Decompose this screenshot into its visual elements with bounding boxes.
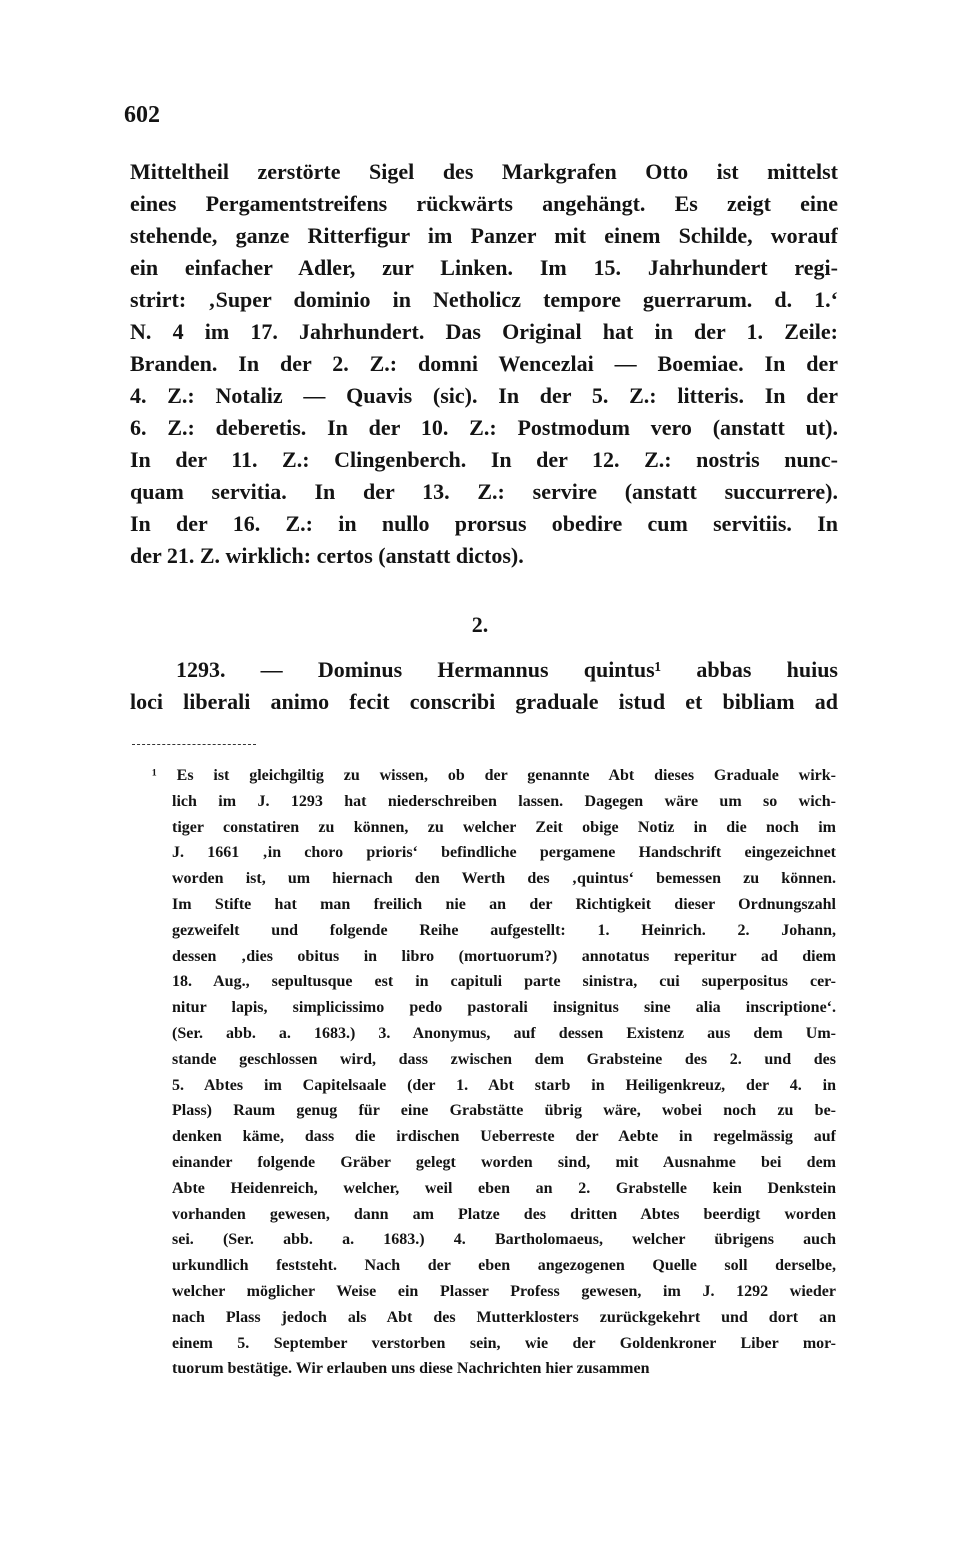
footnote-line: stande geschlossen wird, dass zwischen dem Grabsteine des 2. und des: [172, 1050, 836, 1068]
footnote-line: Abte Heidenreich, welcher, weil eben an 2. Grabstelle kein Denkstein: [172, 1179, 836, 1197]
body-line: stehende, ganze Ritterfigur im Panzer mit einem Schilde, worauf: [130, 223, 838, 248]
footnote-separator: [132, 744, 256, 745]
footnote-line: gezweifelt und folgende Reihe aufgestellt: 1. Heinrich. 2. Johann,: [172, 921, 836, 939]
footnote: [152, 763, 836, 1382]
body-line: Branden. In der 2. Z.: domni Wencezlai — Boemiae. In der: [130, 351, 838, 376]
body-line: Mitteltheil zerstörte Sigel des Markgrafen Otto ist mittelst: [130, 159, 838, 184]
footnote-line: tuorum bestätige. Wir erlauben uns diese Nachrichten hier zusammen: [172, 1360, 650, 1378]
footnote-line: dessen ‚dies obitus in libro (mortuorum?) annotatus reperitur ad diem: [172, 947, 836, 965]
footnote-line: J. 1661 ‚in choro prioris‘ befindliche pergamene Handschrift eingezeichnet: [172, 844, 836, 862]
body-line: eines Pergamentstreifens rückwärts angehängt. Es zeigt eine: [130, 191, 838, 216]
footnote-line: sei. (Ser. abb. a. 1683.) 4. Bartholomaeus, welcher übrigens auch: [172, 1231, 836, 1249]
footnote-line: welcher möglicher Weise ein Plasser Profess gewesen, im J. 1292 wieder: [172, 1282, 836, 1300]
body-line: der 21. Z. wirklich: certos (anstatt dictos).: [130, 543, 524, 568]
body-line: 6. Z.: deberetis. In der 10. Z.: Postmodum vero (anstatt ut).: [130, 415, 838, 440]
footnote-line: Im Stifte hat man freilich nie an der Richtigkeit dieser Ordnungszahl: [172, 895, 836, 913]
main-paragraph: [130, 156, 838, 572]
body-line: N. 4 im 17. Jahrhundert. Das Original hat in der 1. Zeile:: [130, 319, 838, 344]
body-line: ein einfacher Adler, zur Linken. Im 15. Jahrhundert regi-: [130, 255, 838, 280]
footnote-line: vorhanden gewesen, dann am Platze des dritten Abtes beerdigt worden: [172, 1205, 836, 1223]
footnote-line: nach Plass jedoch als Abt des Mutterklosters zurückgekehrt und dort an: [172, 1308, 836, 1326]
body-line: quam servitia. In der 13. Z.: servire (anstatt succurrere).: [130, 479, 838, 504]
footnote-line: (Ser. abb. a. 1683.) 3. Anonymus, auf dessen Existenz aus dem Um-: [172, 1024, 836, 1042]
footnote-line: worden ist, um hiernach den Werth des ‚quintus‘ bemessen zu können.: [172, 870, 836, 888]
section-number: 2.: [471, 612, 489, 637]
footnote-line: tiger constatiren zu können, zu welcher Zeit obige Notiz in die noch im: [172, 818, 836, 836]
entry-line: 1293. — Dominus Hermannus quintus¹ abbas huius: [176, 657, 838, 682]
footnote-line: urkundlich feststeht. Nach der eben angezogenen Quelle soll derselbe,: [172, 1257, 836, 1275]
entry-paragraph: [130, 654, 838, 718]
entry-line: loci liberali animo fecit conscribi graduale istud et bibliam ad: [130, 689, 838, 714]
footnote-line: 18. Aug., sepultusque est in capituli parte sinistra, cui superpositus cer-: [172, 973, 836, 991]
footnote-line: einander folgende Gräber gelegt worden sind, mit Ausnahme bei dem: [172, 1153, 836, 1171]
body-line: In der 16. Z.: in nullo prorsus obedire cum servitiis. In: [130, 511, 838, 536]
body-line: In der 11. Z.: Clingenberch. In der 12. Z.: nostris nunc-: [130, 447, 838, 472]
footnote-line: ¹ Es ist gleichgiltig zu wissen, ob der genannte Abt dieses Graduale wirk-: [152, 767, 836, 784]
footnote-line: Plass) Raum genug für eine Grabstätte übrig wäre, wobei noch zu be-: [172, 1102, 836, 1120]
footnote-line: einem 5. September verstorben sein, wie der Goldenkroner Liber mor-: [172, 1334, 836, 1352]
footnote-line: lich im J. 1293 hat niederschreiben lassen. Dagegen wäre um so wich-: [172, 792, 836, 810]
body-line: 4. Z.: Notaliz — Quavis (sic). In der 5. Z.: litteris. In der: [130, 383, 838, 408]
page-number: 602: [124, 102, 160, 128]
footnote-line: 5. Abtes im Capitelsaale (der 1. Abt starb in Heiligenkreuz, der 4. in: [172, 1076, 836, 1094]
footnote-line: nitur lapis, simplicissimo pedo pastorali insignitus sine alia inscriptione‘.: [172, 999, 836, 1017]
body-line: strirt: ‚Super dominio in Netholicz tempore guerrarum. d. 1.‘: [130, 287, 838, 312]
footnote-line: denken käme, dass die irdischen Ueberreste der Aebte in regelmässig auf: [172, 1128, 836, 1146]
